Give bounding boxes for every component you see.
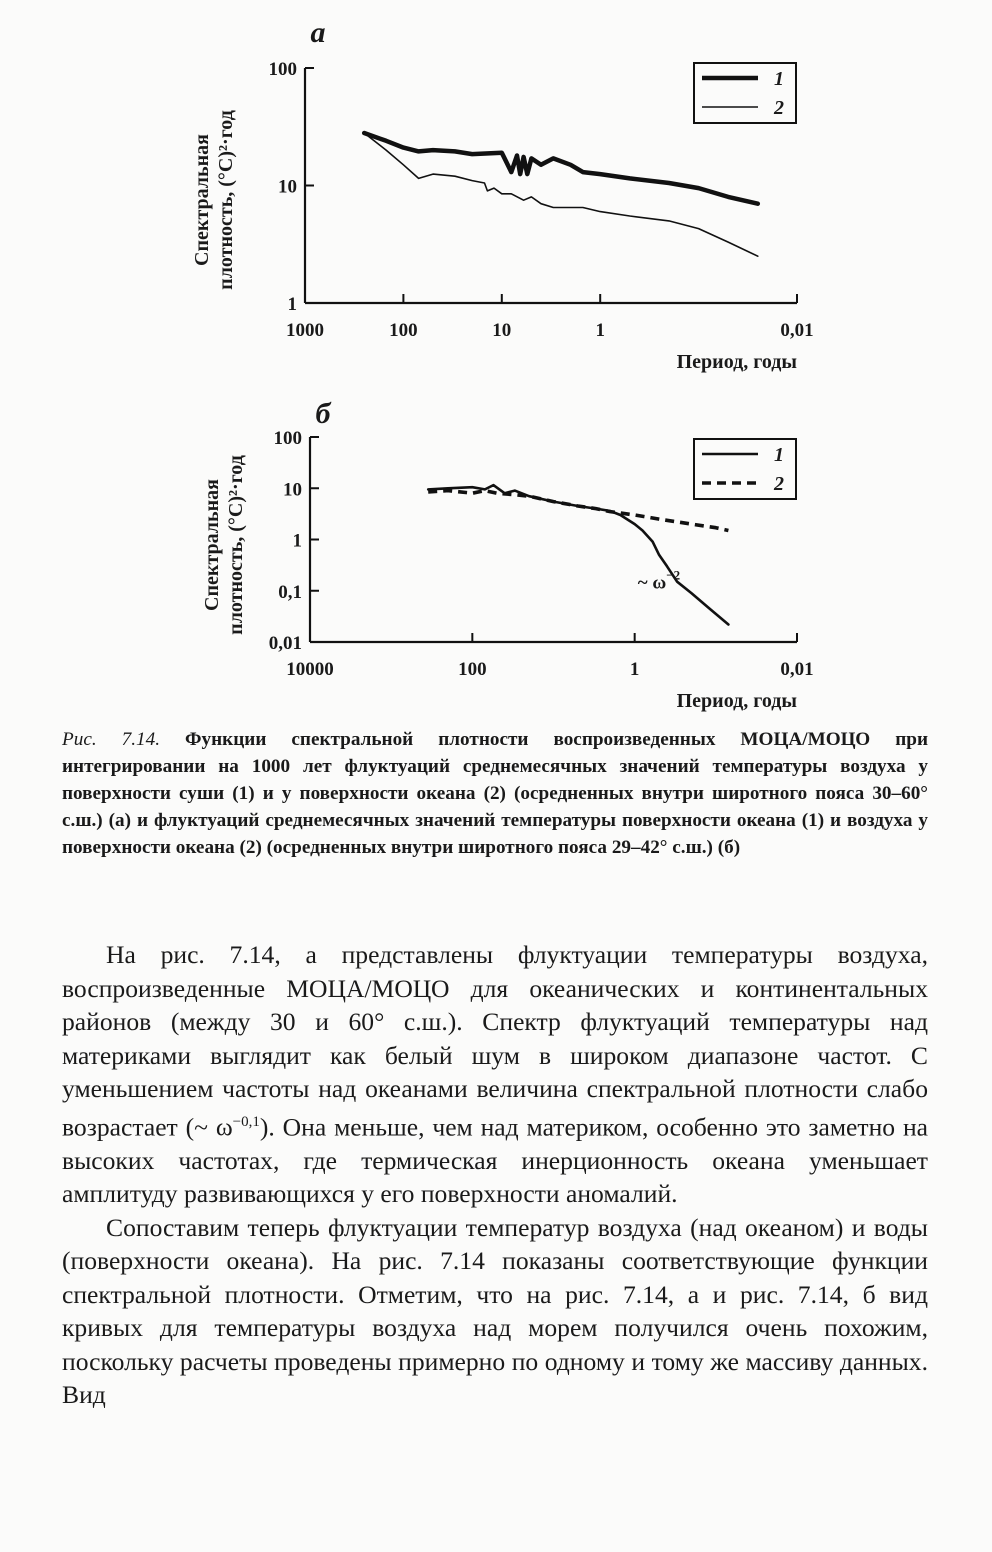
figure-caption [62, 726, 928, 861]
y-axis-label-a-line2: плотность, (°С)²·год [215, 110, 237, 290]
y-axis-label-a-line1: Спектральная [191, 134, 213, 266]
x-tick-label: 1 [629, 659, 640, 680]
legend-a-label-1: 1 [774, 68, 784, 90]
y-tick-label: 10 [283, 479, 302, 501]
chart-b [0, 395, 992, 720]
x-axis-label-b: Период, годы [676, 690, 797, 712]
y-axis-label-b-line1: Спектральная [201, 479, 223, 611]
x-tick-label: 100 [389, 320, 418, 341]
x-axis-label-a: Период, годы [676, 351, 797, 373]
annotation-omega-exp: −2 [666, 567, 681, 583]
x-tick-label: 1 [595, 320, 605, 341]
y-axis-label-a [191, 110, 237, 290]
body-text [62, 938, 928, 1412]
series-line-2 [428, 491, 728, 531]
x-tick-label: 0,01 [780, 320, 814, 341]
caption-text: Функции спектральной плотности воспроизведенных МОЦА/МОЦО при интегрировании на 1000 лет флуктуаций среднемесячных значений температуры воздуха у поверхности суши (1) и у поверхности океана (2) (осредненных внутри широтного пояса 30–60° с.ш.) (а) и флуктуаций среднемесячных значений температуры поверхности океана (1) и воздуха у поверхности океана (2) (осредненных внутри широтного пояса 29–42° с.ш.) (б) [62, 729, 928, 858]
y-tick-label: 10 [278, 176, 297, 198]
y-tick-label: 100 [273, 428, 302, 449]
y-axis-label-b-line2: плотность, (°С)²·год [225, 455, 247, 635]
annotation-omega [638, 568, 680, 594]
x-tick-label: 100 [458, 659, 487, 680]
x-tick-label: 1000 [286, 320, 324, 341]
series-a [364, 133, 758, 256]
paragraph-2: Сопоставим теперь флуктуации температур воздуха (над океаном) и воды (поверхности океана). На рис. 7.14 показаны соответствующие функции спектральной плотности. Отметим, что на рис. 7.14, а и рис. 7.14, б вид кривых для температуры воздуха над морем получился очень похожим, поскольку расчеты проведены примерно по одному и тому же массиву данных. Вид [62, 1212, 928, 1410]
x-tick-label: 10000 [286, 659, 334, 680]
legend-b-label-2: 2 [774, 473, 784, 495]
paragraph-1-end: ). Она меньше, чем над материком, особенно это заметно на высоких частотах, где термическая инерционность океана уменьшает амплитуду развивающихся у его поверхности аномалий. [62, 1112, 928, 1209]
chart-a [0, 0, 992, 380]
caption-label: Рис. 7.14. [62, 729, 161, 750]
x-tick-label: 0,01 [780, 659, 814, 680]
panel-label-b: б [315, 397, 331, 430]
series-b [428, 485, 728, 624]
y-tick-label: 0,1 [278, 581, 302, 603]
y-axis-label-b [201, 455, 247, 635]
legend-b-label-1: 1 [774, 444, 784, 466]
annotation-omega-base: ~ ω [637, 572, 667, 594]
paragraph-1-start: На рис. 7.14, а представлены флуктуации температуры воздуха, воспроизведенные МОЦА/МОЦО для океанических и континентальных районов (между 30 и 60° с.ш.). Спектр флуктуаций температуры над материками выглядит как белый шум в широком диапазоне частот. С уменьшением частоты над океанами величина спектральной плотности слабо возрастает (~ ω [62, 940, 928, 1142]
paragraph-1 [62, 938, 928, 1211]
x-tick-label: 10 [492, 320, 512, 341]
series-line-1 [364, 133, 758, 204]
paragraph-1-superscript: −0,1 [232, 1113, 260, 1130]
legend-b [694, 439, 796, 499]
panel-label-a: а [310, 16, 326, 49]
y-tick-label: 100 [268, 59, 297, 80]
legend-a [694, 63, 796, 123]
y-tick-label: 0,01 [268, 633, 302, 654]
legend-a-label-2: 2 [774, 97, 784, 119]
y-tick-label: 1 [287, 294, 297, 315]
y-tick-label: 1 [292, 530, 302, 552]
